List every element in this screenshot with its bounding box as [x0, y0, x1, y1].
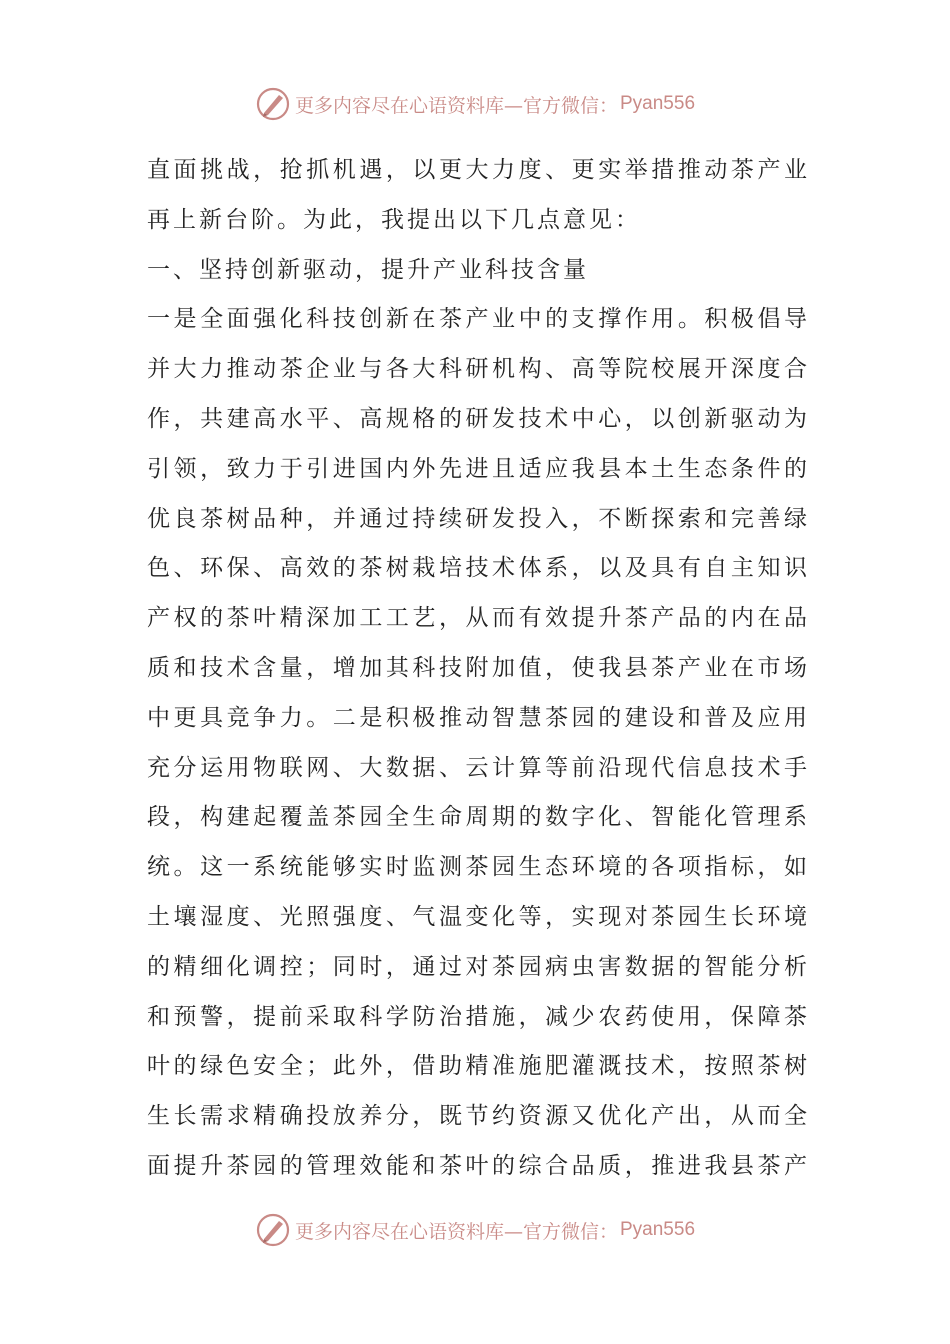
- paragraph-line: 产权的茶叶精深加工工艺，从而有效提升茶产品的内在品: [147, 605, 807, 632]
- paragraph-line: 作，共建高水平、高规格的研发技术中心，以创新驱动为: [147, 405, 807, 432]
- paragraph-line: 优良茶树品种，并通过持续研发投入，不断探索和完善绿: [147, 505, 807, 532]
- paragraph-line: 和预警，提前采取科学防治措施，减少农药使用，保障茶: [147, 1003, 807, 1030]
- paragraph-line: 面提升茶园的管理效能和茶叶的综合品质，推进我县茶产: [147, 1152, 807, 1179]
- paragraph-line: 色、环保、高效的茶树栽培技术体系，以及具有自主知识: [147, 555, 807, 582]
- paragraph-line: 再上新台阶。为此，我提出以下几点意见：: [147, 206, 641, 233]
- paragraph-line: 土壤湿度、光照强度、气温变化等，实现对茶园生长环境: [147, 903, 807, 930]
- paragraph-line: 并大力推动茶企业与各大科研机构、高等院校展开深度合: [147, 356, 807, 383]
- paragraph-line: 生长需求精确投放养分，既节约资源又优化产出，从而全: [147, 1103, 807, 1130]
- paragraph-line: 统。这一系统能够实时监测茶园生态环境的各项指标，如: [147, 854, 807, 881]
- watermark-text: 更多内容尽在心语资料库—官方微信：: [294, 1220, 618, 1243]
- footer-watermark: [0, 1208, 950, 1252]
- paragraph-line: 叶的绿色安全；此外，借助精准施肥灌溉技术，按照茶树: [147, 1053, 807, 1080]
- paragraph-line: 充分运用物联网、大数据、云计算等前沿现代信息技术手: [147, 754, 807, 781]
- paragraph-line: 的精细化调控；同时，通过对茶园病虫害数据的智能分析: [147, 953, 807, 980]
- document-body: [147, 146, 807, 1192]
- paragraph-line: 直面挑战，抢抓机遇，以更大力度、更实举措推动茶产业: [147, 157, 807, 183]
- watermark-text: 更多内容尽在心语资料库—官方微信：: [294, 94, 618, 117]
- paragraph-line: 一是全面强化科技创新在茶产业中的支撑作用。积极倡导: [147, 306, 807, 333]
- pen-logo-icon: [255, 86, 291, 122]
- paragraph-line: 中更具竞争力。二是积极推动智慧茶园的建设和普及应用: [147, 704, 807, 731]
- header-watermark: [0, 82, 950, 126]
- watermark-wechat-id: Pyan556: [620, 93, 696, 114]
- paragraph-line: 引领，致力于引进国内外先进且适应我县本土生态条件的: [147, 455, 807, 482]
- paragraph-line: 段，构建起覆盖茶园全生命周期的数字化、智能化管理系: [147, 804, 807, 831]
- watermark-wechat-id: Pyan556: [620, 1219, 696, 1240]
- pen-logo-icon: [255, 1212, 291, 1248]
- paragraph-line: 质和技术含量，增加其科技附加值，使我县茶产业在市场: [147, 654, 807, 681]
- section-heading: 一、坚持创新驱动，提升产业科技含量: [147, 256, 589, 283]
